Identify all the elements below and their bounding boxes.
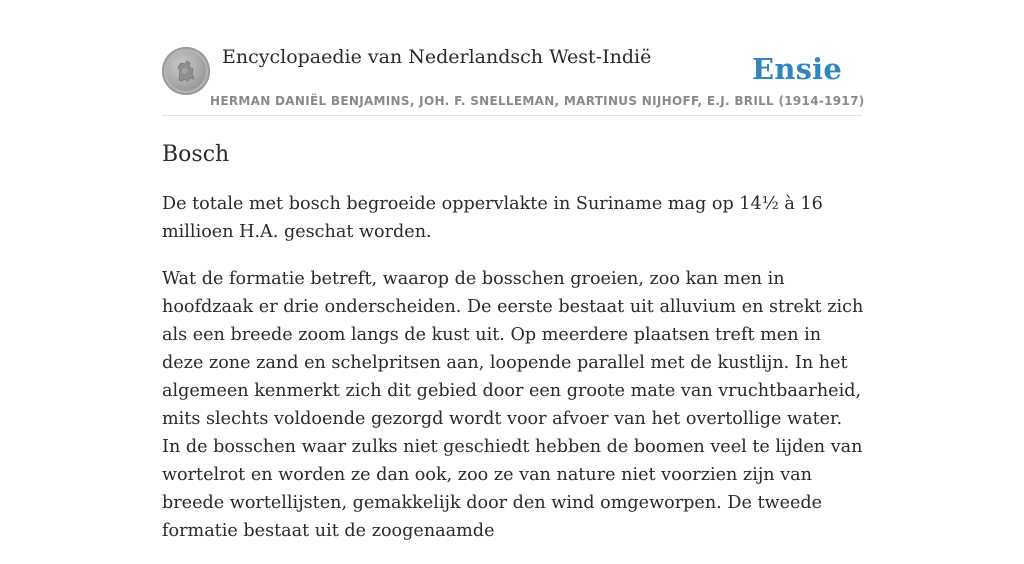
site-header <box>162 40 865 116</box>
entry-title: Bosch <box>162 142 230 167</box>
article-content <box>162 140 864 564</box>
coin-logo-icon[interactable] <box>162 47 210 95</box>
article-paragraph: De totale met bosch begroeide oppervlakte in Suriname mag op 14½ à 16 millioen H.A. geschat worden. <box>162 194 823 242</box>
article-paragraph: Wat de formatie betreft, waarop de bosschen groeien, zoo kan men in hoofdzaak er drie onderscheiden. De eerste bestaat uit alluvium en strekt zich als een breede zoom langs de kust uit. Op meerdere plaatsen treft men in deze zone zand en schelpritsen aan, loopende parallel met de kustlijn. In het algemeen kenmerkt zich dit gebied door een groote mate van vruchtbaarheid, mits slechts voldoende gezorgd wordt voor afvoer van het overtollige water. In de bosschen waar zulks niet geschiedt hebben de boomen veel te lijden van wortelrot en worden ze dan ook, zoo ze van nature niet voorzien zijn van breede wortellijsten, gemakkelijk door den wind omgeworpen. De tweede formatie bestaat uit de zoogenaamde <box>162 269 864 541</box>
authors-line: HERMAN DANIËL BENJAMINS, JOH. F. SNELLEMAN, MARTINUS NIJHOFF, E.J. BRILL (1914-1917) <box>210 94 865 108</box>
ensie-brand-logo[interactable]: Ensie <box>752 52 842 86</box>
lion-emblem-icon <box>170 55 202 87</box>
encyclopedia-title[interactable]: Encyclopaedie van Nederlandsch West-Indië <box>222 46 652 68</box>
